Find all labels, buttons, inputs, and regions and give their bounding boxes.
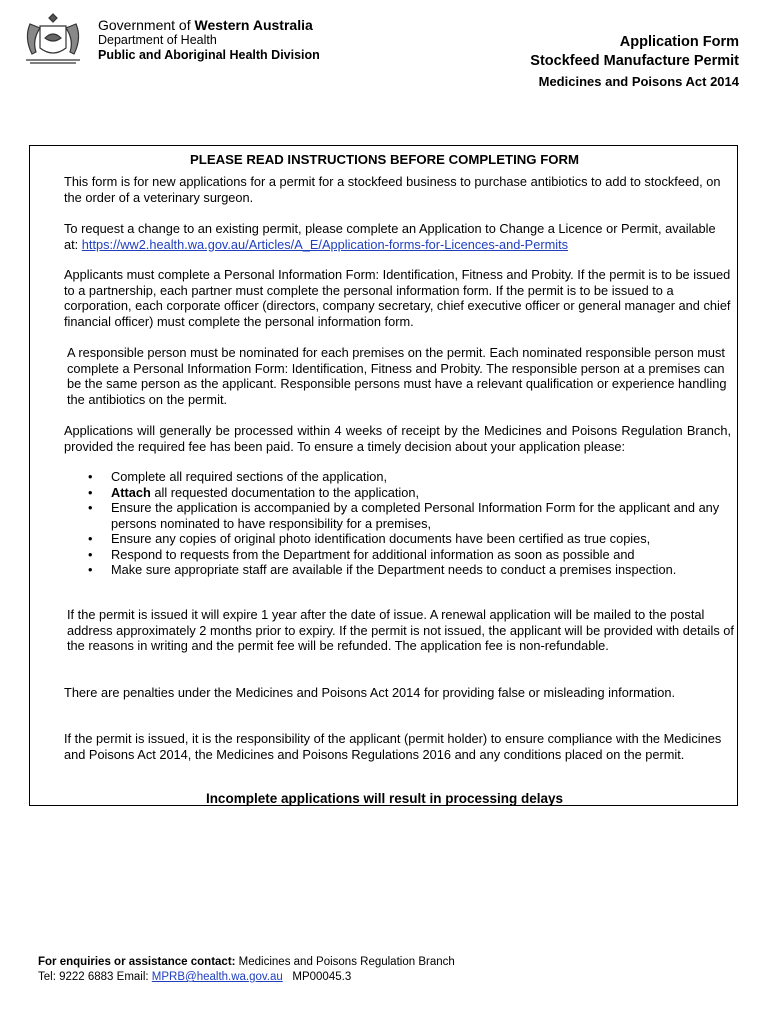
list-item: • Ensure the application is accompanied by a completed Personal Information Form for the applicant and any persons nominated to have responsibility for a premises, [64, 500, 731, 531]
requirements-list [64, 469, 731, 578]
list-item: • Complete all required sections of the application, [64, 469, 731, 485]
paragraph-purpose: This form is for new applications for a permit for a stockfeed business to purchase antibiotics to add to stockfeed, on the order of a veterinary surgeon. [64, 174, 721, 205]
form-code: MP00045.3 [292, 971, 352, 983]
paragraph-change-request: To request a change to an existing permit, please complete an Application to Change a Licence or Permit, available at: https://ww2.health.wa.gov.au/Articles/A_E/Application-forms-for-Licences-and-Permits [64, 221, 716, 252]
contact-details: Tel: 9222 6883 Email: MPRB@health.wa.gov.au MP00045.3 [38, 971, 352, 983]
paragraph-processing: Applications will generally be processed within 4 weeks of receipt by the Medicines and Poisons Regulation Branch, provided the required fee has been paid. To ensure a timely decision about your application please: [64, 423, 731, 454]
instructions-heading: PLEASE READ INSTRUCTIONS BEFORE COMPLETING FORM [189, 152, 580, 167]
wa-crest-logo [18, 10, 88, 66]
form-subtitle: Stockfeed Manufacture Permit [530, 53, 739, 69]
header-organisation [18, 10, 320, 66]
form-title-block [530, 33, 739, 91]
paragraph-expiry: If the permit is issued it will expire 1 year after the date of issue. A renewal application will be mailed to the postal address approximately 2 months prior to expiry. If the permit is not issued, the applicant will be provided with details of the reasons in writing and the permit fee will be refunded. The application fee is non-refundable. [67, 607, 734, 653]
list-item: • Make sure appropriate staff are available if the Department needs to conduct a premises inspection. [64, 562, 731, 578]
government-name: Government of Western Australia [98, 17, 313, 33]
department-name: Department of Health [98, 33, 217, 47]
division-name: Public and Aboriginal Health Division [98, 48, 320, 62]
paragraph-responsible-person: A responsible person must be nominated for each premises on the permit. Each nominated responsible person must complete a Personal Information Form: Identification, Fitness and Probity. The responsible person at a premises can be the same person as the applicant. Responsible persons must have a relevant qualification or experience handling the antibiotics on the permit. [67, 345, 727, 407]
contact-line: For enquiries or assistance contact: Medicines and Poisons Regulation Branch [38, 956, 455, 968]
paragraph-penalties: There are penalties under the Medicines and Poisons Act 2014 for providing false or misleading information. [64, 685, 676, 700]
list-item: • Attach all requested documentation to the application, [64, 485, 731, 501]
processing-delay-notice: Incomplete applications will result in processing delays [205, 791, 564, 806]
form-act: Medicines and Poisons Act 2014 [538, 74, 739, 89]
list-item: • Respond to requests from the Department for additional information as soon as possible and [64, 547, 731, 563]
forms-link[interactable]: https://ww2.health.wa.gov.au/Articles/A_E/Application-forms-for-Licences-and-Permits [81, 236, 569, 252]
list-item: • Ensure any copies of original photo identification documents have been certified as true copies, [64, 531, 731, 547]
contact-block [38, 955, 455, 985]
instructions-box [29, 145, 738, 806]
paragraph-personal-information: Applicants must complete a Personal Information Form: Identification, Fitness and Probity. If the permit is to be issued to a partnership, each partner must complete the personal information form. If the permit is to be issued to a corporation, each corporate officer (directors, company secretary, chief executive officer or general manager and chief financial officer) must complete the personal information form. [64, 267, 731, 329]
paragraph-compliance: If the permit is issued, it is the responsibility of the applicant (permit holder) to ensure compliance with the Medicines and Poisons Act 2014, the Medicines and Poisons Regulations 2016 and any conditions placed on the permit. [64, 731, 722, 762]
email-link[interactable]: MPRB@health.wa.gov.au [151, 971, 283, 983]
form-title: Application Form [619, 34, 739, 50]
